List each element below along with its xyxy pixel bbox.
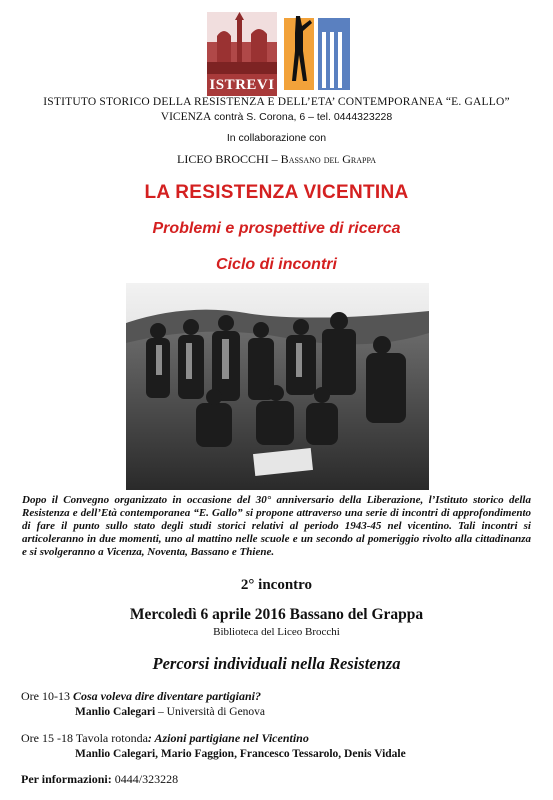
intro-paragraph: Dopo il Convegno organizzato in occasione del 30° anniversario della Liberazione, l’Istituto storico della Resistenza e dell’Età contemporanea “E. Gallo” si propone attraverso una serie di incontri di approfondimento di fare il punto sullo stato degli studi storici relativi al periodo 1943-45 nel vicentino. Tali incontri si articoleranno in due momenti, uno al mattino nelle scuole e un secondo al pomeriggio rivolto alla cittadinanza e si svolgeranno a Vicenza, Noventa, Bassano e Thiene.	[22, 494, 531, 558]
istrevi-logo	[207, 12, 353, 96]
series-title: Ciclo di incontri	[216, 256, 337, 273]
event-date: Mercoledì 6 aprile 2016 Bassano del Grappa	[129, 606, 424, 623]
modulor-column-icon	[282, 12, 352, 96]
program-speaker	[75, 748, 406, 760]
program-title: : Azioni partigiane nel Vicentino	[147, 731, 309, 745]
institute-address	[0, 111, 553, 123]
main-title: LA RESISTENZA VICENTINA	[144, 182, 409, 203]
speaker-name: Manlio Calegari, Mario Faggion, Francesco Tessarolo, Denis Vidale	[75, 748, 406, 760]
collaboration-label: In collaborazione con	[226, 132, 327, 144]
contact-info	[21, 772, 178, 787]
partner-name: LICEO BROCCHI – Bassano del Grappa	[177, 152, 376, 166]
info-phone: 0444/323228	[111, 772, 179, 786]
program-time: Ore 15 -18	[21, 731, 76, 745]
subtitle: Problemi e prospettive di ricerca	[152, 220, 401, 237]
institute-name: ISTITUTO STORICO DELLA RESISTENZA E DELL’ETA’ CONTEMPORANEA “E. GALLO”	[43, 96, 510, 108]
speaker-name: Manlio Calegari	[75, 706, 156, 718]
event-venue: Biblioteca del Liceo Brocchi	[213, 626, 340, 638]
meeting-number: 2° incontro	[240, 577, 313, 593]
event-theme: Percorsi individuali nella Resistenza	[152, 654, 401, 673]
address-city: VICENZA	[160, 111, 212, 123]
program-time: Ore 10-13	[21, 689, 73, 703]
program-item	[21, 689, 261, 704]
logo-text: ISTREVI	[207, 74, 277, 96]
program-item	[21, 731, 309, 746]
address-rest: contrà S. Corona, 6 – tel. 0444323228	[211, 111, 393, 123]
program-type: Tavola rotonda	[75, 731, 148, 745]
info-label: Per informazioni:	[21, 772, 112, 786]
program-title: Cosa voleva dire diventare partigiani?	[72, 689, 261, 703]
partisans-photo	[126, 283, 429, 490]
program-speaker	[75, 706, 265, 718]
speaker-affiliation: – Università di Genova	[155, 706, 266, 718]
